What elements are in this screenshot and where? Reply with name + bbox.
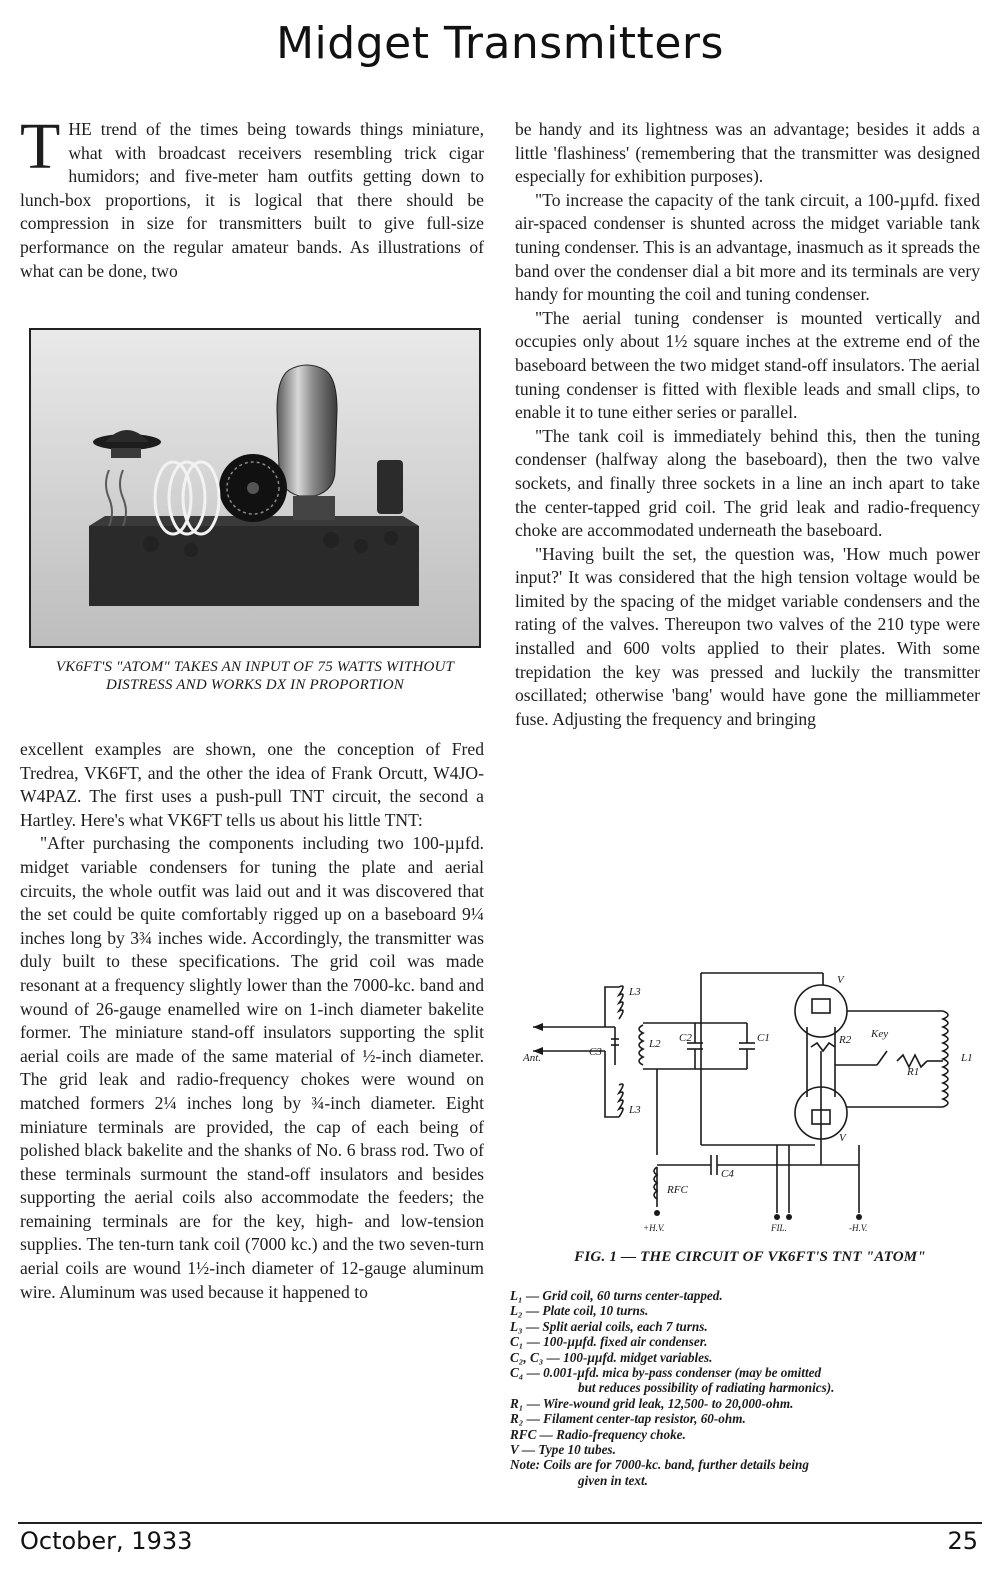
label-l3-bottom: L3 [629, 1104, 641, 1116]
label-r2: R2 [839, 1034, 852, 1046]
label-ant: Ant. [523, 1052, 542, 1064]
figure-caption: FIG. 1 — THE CIRCUIT OF VK6FT'S TNT "ATOM" [574, 1249, 926, 1265]
legend-item: L₂ — Plate coil, 10 turns. [510, 1303, 649, 1319]
article-title: Midget Transmitters [276, 18, 724, 69]
circuit-legend [510, 1288, 980, 1488]
legend-item: R₂ — Filament center-tap resistor, 60-ohm. [510, 1411, 746, 1427]
legend-item: V — Type 10 tubes. [510, 1442, 616, 1458]
paragraph: "To increase the capacity of the tank circuit, a 100-µµfd. fixed air-spaced condenser is shunted across the midget variable tank tuning condenser. This is an advantage, inasmuch as it spreads the band over the condenser dial a bit more and its terminals are very handy for mounting the coil and tuning condenser. [515, 189, 980, 305]
legend-item: L₁ — Grid coil, 60 turns center-tapped. [510, 1288, 723, 1303]
intro-text: HE trend of the times being towards things miniature, what with broadcast receivers resembling trick cigar humidors; and five-meter ham outfits getting down to lunch-box proportions, it is logical that there should be compression in size for transmitters built to give full-size performance on the regular amateur bands. As illustrations of what can be done, two [20, 119, 484, 281]
label-l1: L1 [961, 1052, 973, 1064]
legend-item-continued: but reduces possibility of radiating harmonics). [578, 1380, 835, 1396]
label-filament: FIL. [771, 1223, 787, 1233]
label-hv-positive: +H.V. [643, 1223, 665, 1233]
left-column-intro [20, 110, 484, 283]
label-hv-negative: -H.V. [849, 1223, 868, 1233]
aerial-coil-bottom [619, 1084, 623, 1117]
paragraph: excellent examples are shown, one the conception of Fred Tredrea, VK6FT, and the other the idea of Frank Orcutt, W4JO-W4PAZ. The first uses a push-pull TNT circuit, the second a Hartley. Here's what VK6FT tells us about his little TNT: [20, 739, 484, 830]
paragraph: be handy and its lightness was an advantage; besides it adds a little 'flashiness' (remembering that the transmitter was designed especially for exhibition purposes). [515, 119, 980, 187]
footer-rule [18, 1522, 982, 1524]
label-c2: C2 [679, 1032, 692, 1044]
label-l3-top: L3 [629, 986, 641, 998]
label-v-bottom: V [839, 1132, 846, 1144]
legend-note: Note: Coils are for 7000-kc. band, further details being [510, 1457, 809, 1473]
page-number: 25 [947, 1527, 978, 1555]
plate-coil [639, 1025, 643, 1065]
paragraph: "The aerial tuning condenser is mounted vertically and occupies only about 1½ square inches at the extreme end of the baseboard between the two midget stand-off insulators. The aerial tuning condenser is fitted with flexible leads and small clips, to enable it to tune either series or parallel. [515, 307, 980, 423]
label-r1: R1 [907, 1066, 920, 1078]
intro-paragraph [20, 110, 484, 283]
legend-item: R₁ — Wire-wound grid leak, 12,500- to 20,000-ohm. [510, 1395, 794, 1411]
drop-cap: T [20, 110, 61, 183]
label-key: Key [871, 1028, 889, 1040]
aerial-coil-top [619, 986, 623, 1019]
legend-item: L₃ — Split aerial coils, each 7 turns. [510, 1318, 708, 1334]
paragraph: "After purchasing the components including two 100-µµfd. midget variable condensers for tuning the plate and aerial circuits, the whole outfit was laid out and it was discovered that the set could be quite comfortably rigged up on a baseboard 9¼ inches long by 3¾ inches wide. Accordingly, the transmitter was duly built to these specifications. The grid coil was made resonant at a frequency slightly lower than the 7000-kc. band and wound of 26-gauge enamelled wire on 1-inch diameter bakelite former. The miniature stand-off insulators supporting the split aerial coils are made of the same material of ½-inch diameter. The grid leak and radio-frequency chokes were wound on matched formers 2¼ inches long by ¾-inch diameter. Eight miniature terminals are provided, the cap of each being of polished black bakelite and the shanks of No. 6 brass rod. Two of these terminals surmount the stand-off insulators and besides supporting the aerial coils also accommodate the feeders; the remaining terminals are for the key, high- and low-tension supplies. The ten-turn tank coil (7000 kc.) and the two seven-turn aerial coils are wound 1½-inch diameter of 12-gauge aluminum wire. Aluminum was used because it happened to [20, 833, 484, 1302]
label-v-top: V [837, 974, 844, 986]
label-c4: C4 [721, 1168, 734, 1180]
legend-item: C₂, C₃ — 100-µµfd. midget variables. [510, 1349, 713, 1365]
left-column-body [20, 738, 484, 1304]
legend-note-continued: given in text. [578, 1472, 648, 1488]
photo-illustration [31, 330, 479, 646]
transmitter-photo [29, 328, 481, 648]
paragraph: "Having built the set, the question was, 'How much power input?' It was considered that the high tension voltage would be limited by the spacing of the midget variable condensers and the rating of the valves. Thereupon two valves of the 210 type were installed and 600 volts applied to their plates. With some trepidation the key was pressed and luckily the transmitter oscillated; otherwise 'bang' would have gone the milliammeter fuse. Adjusting the frequency and bringing [515, 543, 980, 729]
paragraph: "The tank coil is immediately behind this, then the tuning condenser (halfway along the baseboard), then the two valve sockets, and finally three sockets in a line an inch apart to take the center-tapped grid coil. The grid leak and radio-frequency choke are accommodated underneath the baseboard. [515, 425, 980, 541]
right-column-body [515, 118, 980, 731]
legend-item: C₄ — 0.001-µfd. mica by-pass condenser (may be omitted [510, 1365, 822, 1381]
grid-coil [943, 1011, 948, 1107]
label-l2: L2 [649, 1038, 661, 1050]
tube-top [795, 985, 847, 1037]
label-c1: C1 [757, 1032, 770, 1044]
label-c3: C3 [589, 1046, 602, 1058]
legend-item: RFC — Radio-frequency choke. [510, 1426, 686, 1442]
photo-caption: VK6FT'S "ATOM" TAKES AN INPUT OF 75 WATTS WITHOUT DISTRESS AND WORKS DX IN PROPORTION [55, 659, 455, 693]
legend-item: C₁ — 100-µµfd. fixed air condenser. [510, 1334, 708, 1350]
issue-date: October, 1933 [20, 1527, 193, 1555]
circuit-diagram [515, 965, 985, 1240]
label-rfc: RFC [667, 1184, 688, 1196]
